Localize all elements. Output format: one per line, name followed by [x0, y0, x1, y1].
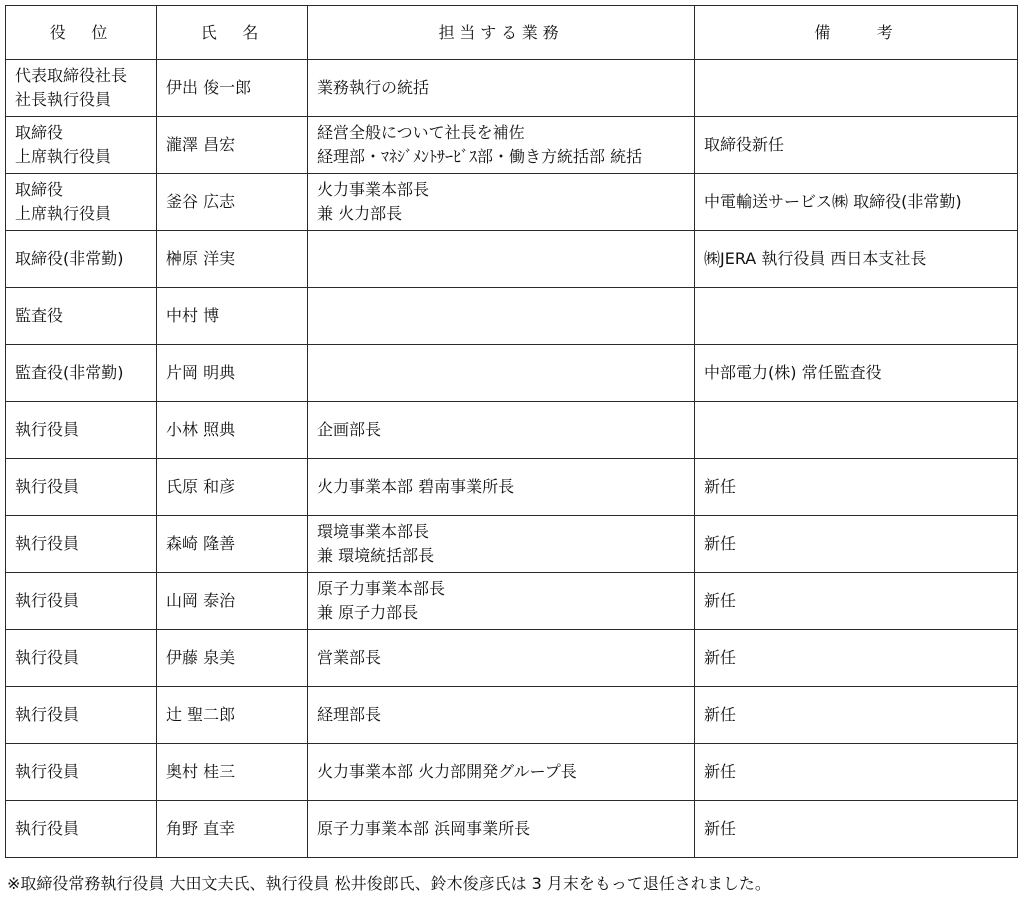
position-text: 取締役 [15, 123, 64, 142]
footnote: ※取締役常務執行役員 大田文夫氏、執行役員 松井俊郎氏、鈴木俊彦氏は 3 月末をもって退任されました。 [7, 874, 771, 893]
duties-cell [308, 687, 695, 744]
remarks-cell [695, 402, 1018, 459]
duties-cell [308, 573, 695, 630]
name-cell: 小林 照典 [157, 402, 308, 459]
name-cell: 榊原 洋実 [157, 231, 308, 288]
duties-cell [308, 402, 695, 459]
duties-text: 経営全般について社長を補佐 [317, 123, 525, 142]
position-text: 監査役(非常勤) [15, 363, 124, 382]
header-position: 役 位 [6, 6, 157, 60]
name-cell: 氏原 和彦 [157, 459, 308, 516]
remarks-cell: 中部電力(株) 常任監査役 [695, 345, 1018, 402]
table-row [6, 573, 1018, 630]
table-row [6, 117, 1018, 174]
position-cell [6, 231, 157, 288]
table-row [6, 288, 1018, 345]
header-remarks: 備 考 [695, 6, 1018, 60]
duties-text: 業務執行の統括 [317, 78, 430, 97]
duties-cell [308, 516, 695, 573]
table-row [6, 60, 1018, 117]
remarks-cell: 中電輸送サービス㈱ 取締役(非常勤) [695, 174, 1018, 231]
remarks-cell [695, 60, 1018, 117]
position-text: 代表取締役社長 [15, 66, 128, 85]
position-text: 執行役員 [15, 477, 80, 496]
table-header-row [6, 6, 1018, 60]
table-row [6, 174, 1018, 231]
duties-text: 兼 環境統括部長 [317, 546, 435, 565]
duties-cell [308, 801, 695, 858]
position-text: 執行役員 [15, 819, 80, 838]
position-cell [6, 174, 157, 231]
remarks-cell: ㈱JERA 執行役員 西日本支社長 [695, 231, 1018, 288]
name-cell: 山岡 泰治 [157, 573, 308, 630]
name-cell: 釜谷 広志 [157, 174, 308, 231]
name-cell: 伊藤 泉美 [157, 630, 308, 687]
duties-text: 営業部長 [317, 648, 382, 667]
position-cell [6, 801, 157, 858]
duties-cell [308, 630, 695, 687]
duties-text: 兼 原子力部長 [317, 603, 419, 622]
duties-cell [308, 459, 695, 516]
name-cell: 辻 聖二郎 [157, 687, 308, 744]
duties-text: 経理部・ﾏﾈｼﾞﾒﾝﾄｻｰﾋﾞｽ部・働き方統括部 統括 [317, 147, 643, 166]
remarks-cell: 新任 [695, 516, 1018, 573]
position-cell [6, 60, 157, 117]
duties-cell [308, 231, 695, 288]
position-text: 上席執行役員 [15, 147, 112, 166]
remarks-cell: 新任 [695, 687, 1018, 744]
duties-cell [308, 345, 695, 402]
duties-text: 原子力事業本部長 [317, 579, 446, 598]
position-text: 社長執行役員 [15, 90, 112, 109]
position-text: 取締役(非常勤) [15, 249, 124, 268]
remarks-cell: 新任 [695, 744, 1018, 801]
duties-cell [308, 60, 695, 117]
header-duties: 担当する業務 [308, 6, 695, 60]
position-text: 執行役員 [15, 762, 80, 781]
duties-cell [308, 744, 695, 801]
duties-text: 火力事業本部 火力部開発グループ長 [317, 762, 577, 781]
remarks-cell: 取締役新任 [695, 117, 1018, 174]
duties-text: 経理部長 [317, 705, 382, 724]
remarks-cell: 新任 [695, 801, 1018, 858]
remarks-cell [695, 288, 1018, 345]
position-cell [6, 459, 157, 516]
remarks-cell: 新任 [695, 573, 1018, 630]
position-cell [6, 630, 157, 687]
table-body [6, 60, 1018, 858]
position-text: 執行役員 [15, 591, 80, 610]
header-name: 氏 名 [157, 6, 308, 60]
table-row [6, 630, 1018, 687]
name-cell: 奥村 桂三 [157, 744, 308, 801]
position-text: 執行役員 [15, 648, 80, 667]
remarks-cell: 新任 [695, 630, 1018, 687]
duties-text: 火力事業本部 碧南事業所長 [317, 477, 515, 496]
position-cell [6, 117, 157, 174]
position-text: 上席執行役員 [15, 204, 112, 223]
duties-cell [308, 174, 695, 231]
table-row [6, 231, 1018, 288]
duties-text: 企画部長 [317, 420, 382, 439]
table-row [6, 801, 1018, 858]
table-row [6, 402, 1018, 459]
position-text: 執行役員 [15, 534, 80, 553]
position-cell [6, 288, 157, 345]
position-cell [6, 687, 157, 744]
officers-table [5, 5, 1018, 858]
position-cell [6, 573, 157, 630]
duties-cell [308, 117, 695, 174]
duties-text: 原子力事業本部 浜岡事業所長 [317, 819, 531, 838]
table-row [6, 744, 1018, 801]
position-cell [6, 744, 157, 801]
position-text: 取締役 [15, 180, 64, 199]
name-cell: 中村 博 [157, 288, 308, 345]
name-cell: 片岡 明典 [157, 345, 308, 402]
position-cell [6, 516, 157, 573]
duties-text: 火力事業本部長 [317, 180, 430, 199]
position-text: 執行役員 [15, 705, 80, 724]
position-cell [6, 402, 157, 459]
duties-text: 兼 火力部長 [317, 204, 403, 223]
table-row [6, 516, 1018, 573]
position-text: 監査役 [15, 306, 64, 325]
table-row [6, 687, 1018, 744]
table-row [6, 345, 1018, 402]
table-row [6, 459, 1018, 516]
name-cell: 角野 直幸 [157, 801, 308, 858]
name-cell: 森崎 隆善 [157, 516, 308, 573]
remarks-cell: 新任 [695, 459, 1018, 516]
name-cell: 瀧澤 昌宏 [157, 117, 308, 174]
duties-text: 環境事業本部長 [317, 522, 430, 541]
position-cell [6, 345, 157, 402]
position-text: 執行役員 [15, 420, 80, 439]
name-cell: 伊出 俊一郎 [157, 60, 308, 117]
duties-cell [308, 288, 695, 345]
